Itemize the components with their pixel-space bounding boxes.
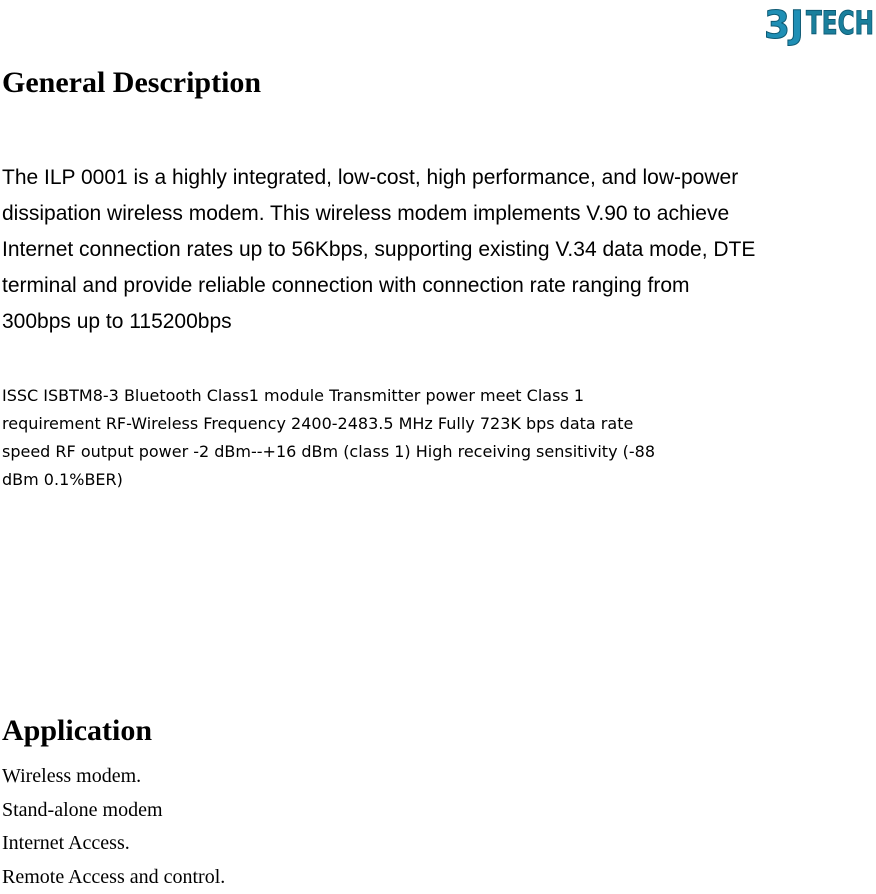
description-line: terminal and provide reliable connection with connection rate ranging from xyxy=(2,268,876,304)
spec-line: requirement RF-Wireless Frequency 2400-2483.5 MHz Fully 723K bps data rate xyxy=(2,410,876,438)
description-line: Internet connection rates up to 56Kbps, supporting existing V.34 data mode, DTE xyxy=(2,232,876,268)
application-list xyxy=(2,760,225,894)
application-heading: Application xyxy=(2,714,152,748)
general-description-paragraph xyxy=(2,160,876,340)
logo-3j-text: 3J xyxy=(764,3,804,47)
application-item: Stand-alone modem xyxy=(2,794,225,828)
bluetooth-spec-paragraph xyxy=(2,382,876,494)
spec-line: ISSC ISBTM8-3 Bluetooth Class1 module Transmitter power meet Class 1 xyxy=(2,382,876,410)
application-item: Remote Access and control. xyxy=(2,861,225,894)
company-logo xyxy=(762,0,876,50)
description-line: 300bps up to 115200bps xyxy=(2,304,876,340)
application-item: Wireless modem. xyxy=(2,760,225,794)
logo-graphic xyxy=(762,0,876,50)
spec-line: dBm 0.1%BER) xyxy=(2,466,876,494)
application-item: Internet Access. xyxy=(2,827,225,861)
logo-tech-text: TECH xyxy=(806,4,874,42)
description-line: The ILP 0001 is a highly integrated, low-cost, high performance, and low-power xyxy=(2,160,876,196)
description-line: dissipation wireless modem. This wireless modem implements V.90 to achieve xyxy=(2,196,876,232)
spec-line: speed RF output power -2 dBm--+16 dBm (class 1) High receiving sensitivity (-88 xyxy=(2,438,876,466)
general-description-heading: General Description xyxy=(2,66,261,100)
